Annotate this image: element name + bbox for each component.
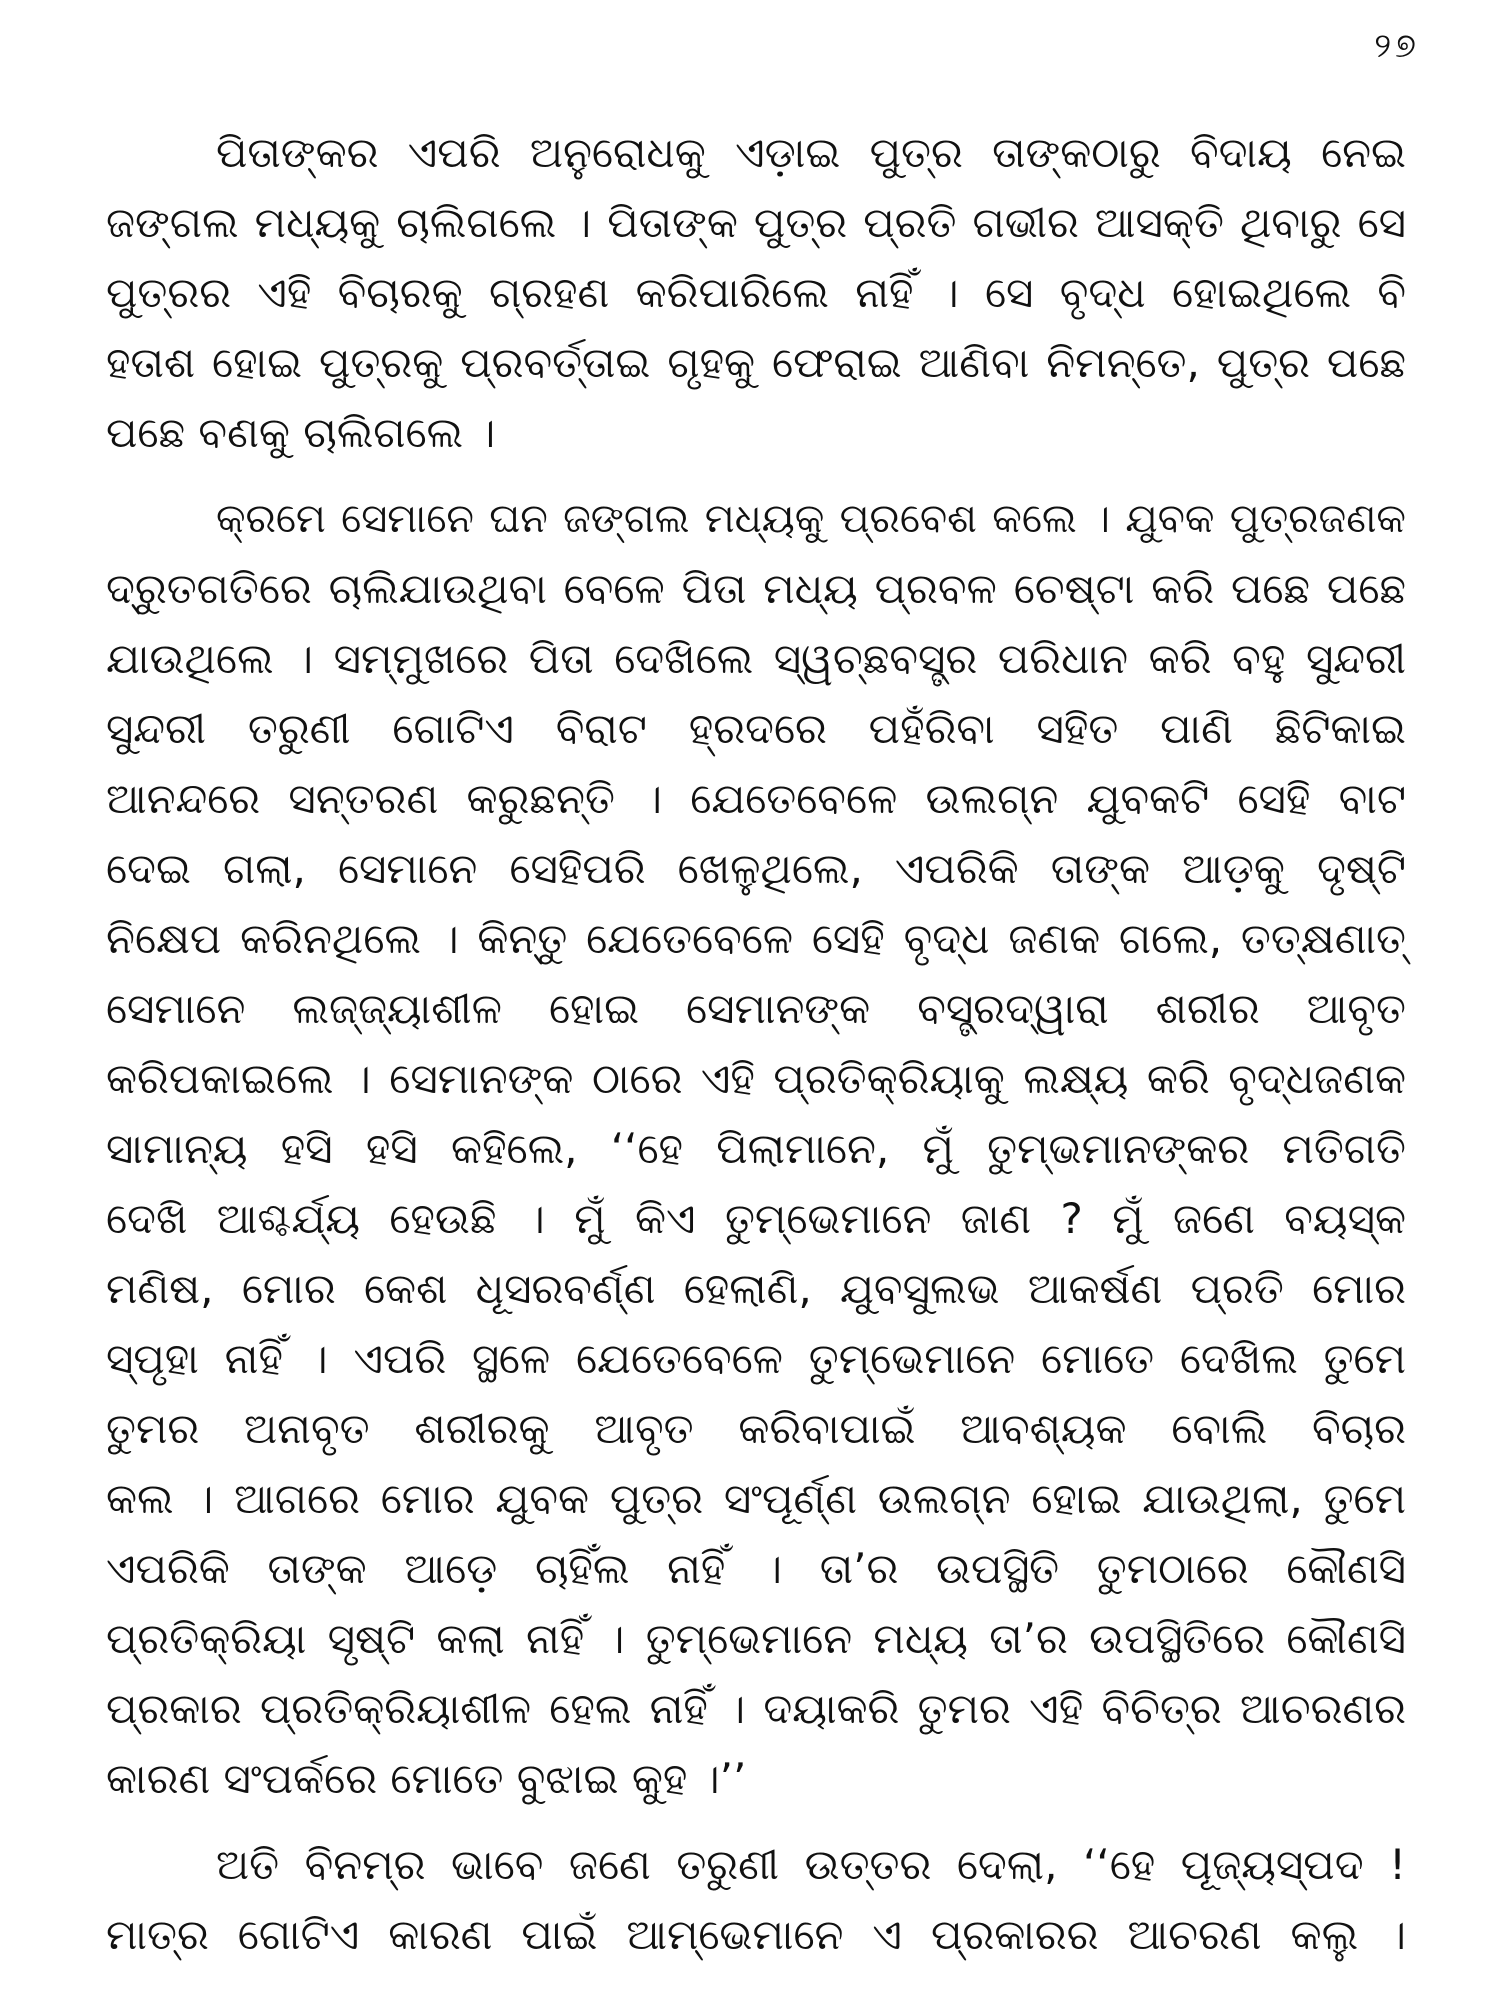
- text-line: କ୍ରମେ ସେମାନେ ଘନ ଜଙ୍ଗଲ ମଧ୍ୟକୁ ପ୍ରବେଶ କଲେ । ଯୁବକ ପୁତ୍ରଜଣକ: [216, 496, 1406, 542]
- text-line: ପ୍ରତିକ୍ରିୟା ସୃଷ୍ଟି କଲା ନାହିଁ । ତୁମ୍ଭେମାନେ ମଧ୍ୟ ତା’ର ଉପସ୍ଥିତିରେ କୌଣସି: [106, 1614, 1406, 1663]
- text-line: ସୁନ୍ଦରୀ ତରୁଣୀ ଗୋଟିଏ ବିରାଟ ହ୍ରଦରେ ପହଁରିବା ସହିତ ପାଣି ଛିଟିକାଇ: [106, 704, 1406, 753]
- text-line: ଯାଉଥିଲେ । ସମ୍ମୁଖରେ ପିତା ଦେଖିଲେ ସ୍ୱଚ୍ଛବସ୍ତ୍ର ପରିଧାନ କରି ବହୁ ସୁନ୍ଦରୀ: [106, 634, 1406, 683]
- page-number: ୨୭: [1374, 26, 1420, 66]
- text-line: ପ୍ରକାର ପ୍ରତିକ୍ରିୟାଶୀଳ ହେଲ ନାହିଁ । ଦୟାକରି ତୁମର ଏହି ବିଚିତ୍ର ଆଚରଣର: [106, 1684, 1406, 1733]
- text-line: ସେମାନେ ଲଜ୍ଜ୍ୟାଶୀଳ ହୋଇ ସେମାନଙ୍କ ବସ୍ତ୍ରଦ୍ୱାରା ଶରୀର ଆବୃତ: [106, 984, 1406, 1033]
- text-line: ପଛେ ବଣକୁ ଚାଲିଗଲେ ।: [106, 408, 496, 457]
- text-line: ତୁମର ଅନାବୃତ ଶରୀରକୁ ଆବୃତ କରିବାପାଇଁ ଆବଶ୍ୟକ ବୋଲି ବିଚାର: [106, 1404, 1406, 1453]
- text-line: ପୁତ୍ରର ଏହି ବିଚାରକୁ ଗ୍ରହଣ କରିପାରିଲେ ନାହିଁ । ସେ ବୃଦ୍ଧ ହୋଇଥିଲେ ବି: [106, 268, 1406, 317]
- text-line: ଦେଖି ଆଶ୍ଚର୍ଯ୍ୟ ହେଉଛି । ମୁଁ କିଏ ତୁମ୍ଭେମାନେ ଜାଣ ? ମୁଁ ଜଣେ ବୟସ୍କ: [106, 1194, 1406, 1243]
- text-line: କଲ । ଆଗରେ ମୋର ଯୁବକ ପୁତ୍ର ସଂପୂର୍ଣ୍ଣ ଉଲଗ୍ନ ହୋଇ ଯାଉଥିଲା, ତୁମେ: [106, 1474, 1406, 1523]
- text-line: ଏପରିକି ତାଙ୍କ ଆଡ଼େ ଚାହିଁଲ ନାହିଁ । ତା’ର ଉପସ୍ଥିତି ତୁମଠାରେ କୌଣସି: [106, 1544, 1406, 1593]
- paragraph-2: [106, 484, 1406, 1814]
- text-line: ପିତାଙ୍କର ଏପରି ଅନୁରୋଧକୁ ଏଡ଼ାଇ ପୁତ୍ର ତାଙ୍କଠାରୁ ବିଦାୟ ନେଇ: [216, 128, 1406, 177]
- text-line: ନିକ୍ଷେପ କରିନଥିଲେ । କିନ୍ତୁ ଯେତେବେଳେ ସେହି ବୃଦ୍ଧ ଜଣକ ଗଲେ, ତତ୍‌କ୍ଷଣାତ୍: [106, 914, 1406, 963]
- paragraph-3: [106, 1830, 1406, 1970]
- paragraph-1: [106, 118, 1406, 468]
- text-line: ଅତି ବିନମ୍ର ଭାବେ ଜଣେ ତରୁଣୀ ଉତ୍ତର ଦେଲା, ‘‘ହେ ପୂଜ୍ୟସ୍ପଦ !: [216, 1840, 1406, 1889]
- text-line: ମାତ୍ର ଗୋଟିଏ କାରଣ ପାଇଁ ଆମ୍ଭେମାନେ ଏ ପ୍ରକାରର ଆଚରଣ କଲୁ ।: [106, 1910, 1406, 1959]
- text-line: ସାମାନ୍ୟ ହସି ହସି କହିଲେ, ‘‘ହେ ପିଲାମାନେ, ମୁଁ ତୁମ୍ଭମାନଙ୍କର ମତିଗତି: [106, 1124, 1406, 1173]
- text-line: ଦ୍ରୁତଗତିରେ ଚାଲିଯାଉଥିବା ବେଳେ ପିତା ମଧ୍ୟ ପ୍ରବଳ ଚେଷ୍ଟା କରି ପଛେ ପଛେ: [106, 564, 1406, 613]
- text-line: ମଣିଷ, ମୋର କେଶ ଧୂସରବର୍ଣ୍ଣ ହେଲାଣି, ଯୁବସୁଲଭ ଆକର୍ଷଣ ପ୍ରତି ମୋର: [106, 1264, 1406, 1313]
- text-line: ଆନନ୍ଦରେ ସନ୍ତରଣ କରୁଛନ୍ତି । ଯେତେବେଳେ ଉଲଗ୍ନ ଯୁବକଟି ସେହି ବାଟ: [106, 774, 1406, 823]
- text-line: କରିପକାଇଲେ । ସେମାନଙ୍କ ଠାରେ ଏହି ପ୍ରତିକ୍ରିୟାକୁ ଲକ୍ଷ୍ୟ କରି ବୃଦ୍ଧଜଣକ: [106, 1054, 1406, 1103]
- text-line: ସ୍ପୃହା ନାହିଁ । ଏପରି ସ୍ଥଳେ ଯେତେବେଳେ ତୁମ୍ଭେମାନେ ମୋତେ ଦେଖିଲ ତୁମେ: [106, 1334, 1406, 1383]
- text-line: ହତାଶ ହୋଇ ପୁତ୍ରକୁ ପ୍ରବର୍ତ୍ତାଇ ଗୃହକୁ ଫେରାଇ ଆଣିବା ନିମନ୍ତେ, ପୁତ୍ର ପଛେ: [106, 338, 1406, 387]
- body-text: [106, 118, 1406, 1970]
- text-line: ଜଙ୍ଗଲ ମଧ୍ୟକୁ ଚାଲିଗଲେ । ପିତାଙ୍କ ପୁତ୍ର ପ୍ରତି ଗଭୀର ଆସକ୍ତି ଥିବାରୁ ସେ: [106, 198, 1406, 247]
- text-line: ଦେଇ ଗଲା, ସେମାନେ ସେହିପରି ଖେଳୁଥିଲେ, ଏପରିକି ତାଙ୍କ ଆଡ଼କୁ ଦୃଷ୍ଟି: [106, 844, 1406, 893]
- text-line: କାରଣ ସଂପର୍କରେ ମୋତେ ବୁଝାଇ କୁହ ।’’: [106, 1754, 747, 1803]
